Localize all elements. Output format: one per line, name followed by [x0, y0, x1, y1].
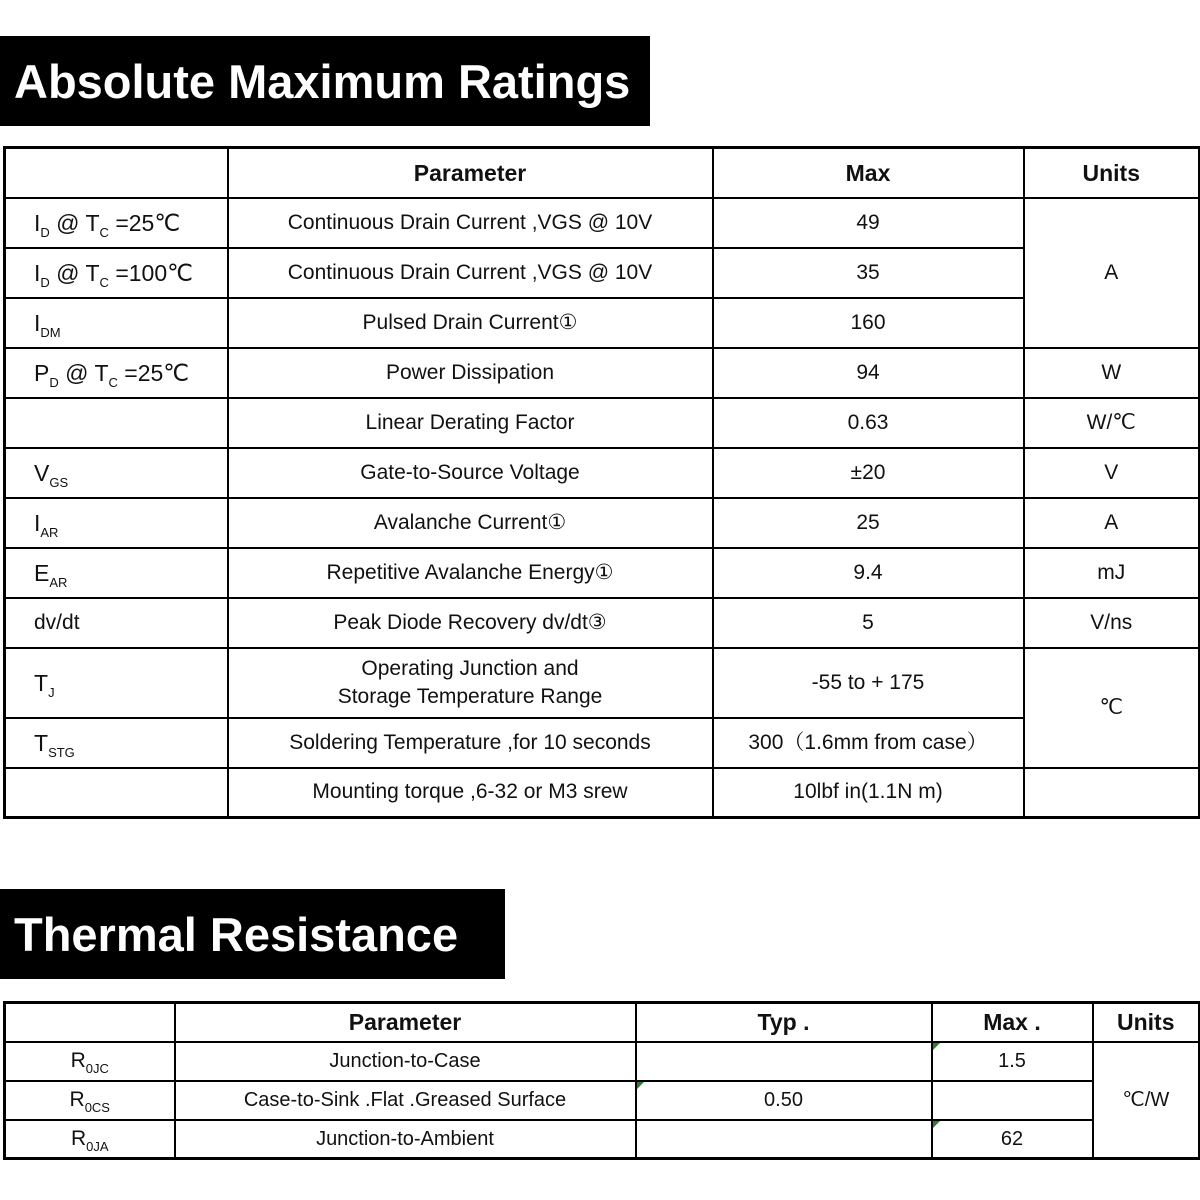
symbol-cell: $R_{0JC}$ [5, 1042, 175, 1081]
table-row [5, 348, 1200, 398]
table-row [5, 398, 1200, 448]
max-cell: -55 to + 175 [713, 648, 1024, 718]
table-row [5, 1042, 1200, 1081]
max-cell: 35 [713, 248, 1024, 298]
table-row [5, 598, 1200, 648]
symbol-cell: $T_J$ [5, 648, 228, 718]
thermal-resistance-table [3, 1001, 1200, 1160]
table-row [5, 1081, 1200, 1120]
table-row [5, 448, 1200, 498]
units-cell [1024, 768, 1200, 818]
max-cell: 5 [713, 598, 1024, 648]
parameter-cell: Avalanche Current① [228, 498, 713, 548]
units-cell: ℃/W [1093, 1042, 1200, 1159]
typ-cell: 0.50 [636, 1081, 932, 1120]
symbol-cell: $I_{AR}$ [5, 498, 228, 548]
parameter-cell: Junction-to-Ambient [175, 1120, 636, 1159]
units-cell: V [1024, 448, 1200, 498]
max-cell: 25 [713, 498, 1024, 548]
table-header-row [5, 148, 1200, 198]
parameter-cell: Repetitive Avalanche Energy① [228, 548, 713, 598]
symbol-cell: $V_{GS}$ [5, 448, 228, 498]
max-cell: 300（1.6mm from case） [713, 718, 1024, 768]
symbol-header [5, 148, 228, 198]
parameter-cell: Peak Diode Recovery dv/dt③ [228, 598, 713, 648]
parameter-cell: Case-to-Sink .Flat .Greased Surface [175, 1081, 636, 1120]
table-row [5, 248, 1200, 298]
symbol-cell: $I_D$ @ $T_C$ =25℃ [5, 198, 228, 248]
max-cell: 49 [713, 198, 1024, 248]
max-cell: ±20 [713, 448, 1024, 498]
units-cell: ℃ [1024, 648, 1200, 768]
parameter-cell: Gate-to-Source Voltage [228, 448, 713, 498]
symbol-cell: dv/dt [5, 598, 228, 648]
units-cell: V/ns [1024, 598, 1200, 648]
table-row [5, 768, 1200, 818]
parameter-cell: Mounting torque ,6-32 or M3 srew [228, 768, 713, 818]
units-header: Units [1093, 1003, 1200, 1042]
thermal-resistance-title: Thermal Resistance [0, 889, 505, 979]
symbol-cell: $I_{DM}$ [5, 298, 228, 348]
symbol-cell: $R_{0CS}$ [5, 1081, 175, 1120]
max-header: Max [713, 148, 1024, 198]
table-row [5, 1120, 1200, 1159]
table-row [5, 198, 1200, 248]
table-row [5, 548, 1200, 598]
max-cell: 10lbf in(1.1N m) [713, 768, 1024, 818]
absolute-maximum-ratings-table [3, 146, 1200, 819]
absolute-maximum-ratings-title: Absolute Maximum Ratings [0, 36, 650, 126]
max-cell: 9.4 [713, 548, 1024, 598]
max-cell: 94 [713, 348, 1024, 398]
parameter-header: Parameter [175, 1003, 636, 1042]
max-cell: 1.5 [932, 1042, 1093, 1081]
table-row [5, 298, 1200, 348]
parameter-header: Parameter [228, 148, 713, 198]
table-row [5, 718, 1200, 768]
max-cell: 62 [932, 1120, 1093, 1159]
units-cell: A [1024, 498, 1200, 548]
symbol-cell [5, 768, 228, 818]
typ-cell [636, 1120, 932, 1159]
units-cell: mJ [1024, 548, 1200, 598]
max-header: Max . [932, 1003, 1093, 1042]
symbol-cell: $I_D$ @ $T_C$ =100℃ [5, 248, 228, 298]
parameter-cell: Junction-to-Case [175, 1042, 636, 1081]
symbol-cell: $T_{STG}$ [5, 718, 228, 768]
units-header: Units [1024, 148, 1200, 198]
typ-header: Typ . [636, 1003, 932, 1042]
units-cell: A [1024, 198, 1200, 348]
table-row [5, 648, 1200, 718]
parameter-cell: Operating Junction and Storage Temperature Range [228, 648, 713, 718]
typ-cell [636, 1042, 932, 1081]
symbol-header [5, 1003, 175, 1042]
symbol-cell: $E_{AR}$ [5, 548, 228, 598]
parameter-cell: Soldering Temperature ,for 10 seconds [228, 718, 713, 768]
max-cell: 160 [713, 298, 1024, 348]
parameter-cell: Continuous Drain Current ,VGS @ 10V [228, 248, 713, 298]
max-cell [932, 1081, 1093, 1120]
table-row [5, 498, 1200, 548]
symbol-cell: $P_D$ @ $T_C$ =25℃ [5, 348, 228, 398]
symbol-cell: $R_{0JA}$ [5, 1120, 175, 1159]
units-cell: W/℃ [1024, 398, 1200, 448]
max-cell: 0.63 [713, 398, 1024, 448]
parameter-cell: Continuous Drain Current ,VGS @ 10V [228, 198, 713, 248]
parameter-cell: Linear Derating Factor [228, 398, 713, 448]
symbol-cell [5, 398, 228, 448]
units-cell: W [1024, 348, 1200, 398]
parameter-cell: Power Dissipation [228, 348, 713, 398]
table-header-row [5, 1003, 1200, 1042]
parameter-cell: Pulsed Drain Current① [228, 298, 713, 348]
